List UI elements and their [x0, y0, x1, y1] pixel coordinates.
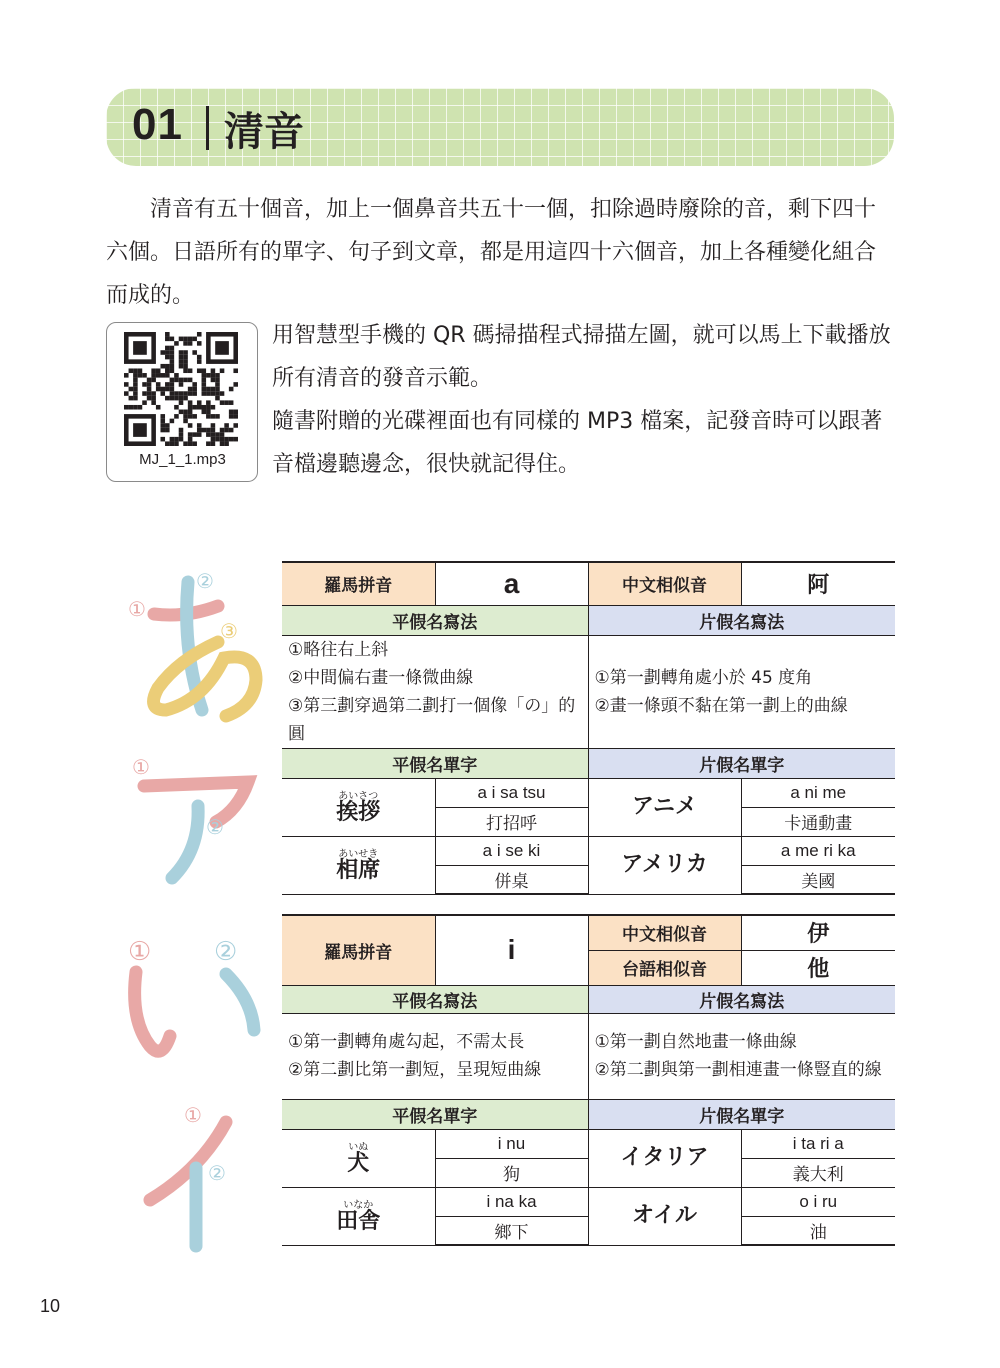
stroke-num-i-kata-1: ① — [184, 1103, 202, 1127]
chinese-sound-label: 中文相似音 — [588, 562, 741, 605]
kata-word-romaji: a me ri ka — [741, 836, 895, 865]
katakana-writing-header: 片假名寫法 — [588, 985, 895, 1013]
hira-word-romaji: i na ka — [435, 1187, 588, 1216]
hiragana-words-header: 平假名單字 — [282, 748, 588, 778]
kata-word-meaning: 美國 — [741, 865, 895, 894]
word-text: 田舎 — [336, 1209, 381, 1234]
hiragana-i-strokes — [135, 972, 254, 1051]
stroke-num-i-1: ① — [128, 937, 152, 967]
chinese-sound-label: 中文相似音 — [588, 915, 741, 950]
kata-word-meaning: 油 — [741, 1216, 895, 1245]
kata-word-meaning: 義大利 — [741, 1158, 895, 1187]
kata-word-romaji: o i ru — [741, 1187, 895, 1216]
hiragana-words-header: 平假名單字 — [282, 1099, 588, 1129]
stroke-num-a-1: ① — [128, 597, 146, 621]
section-title: 清音 — [224, 109, 304, 155]
katakana-writing-header: 片假名寫法 — [588, 605, 895, 635]
hiragana-writing-notes — [282, 635, 588, 748]
hira-word-romaji: i nu — [435, 1129, 588, 1158]
stroke-num-i-2: ② — [214, 937, 238, 967]
hira-note: ①第一劃轉角處勾起，不需太長 — [288, 1032, 525, 1052]
hira-word-romaji: a i sa tsu — [435, 778, 588, 807]
kata-note: ①第一劃轉角處小於 45 度角 — [594, 667, 813, 688]
section-number: 01 — [132, 100, 183, 149]
word-text: 犬 — [347, 1151, 370, 1176]
katakana-words-header: 片假名單字 — [588, 1099, 895, 1129]
hira-word — [282, 1129, 435, 1187]
hira-word — [282, 778, 435, 836]
banner-divider — [206, 106, 209, 150]
taiwanese-sound-value: 他 — [741, 950, 895, 985]
hira-note: ③第三劃穿過第二劃打一個像「の」的圓 — [288, 695, 576, 744]
kata-word-romaji: i ta ri a — [741, 1129, 895, 1158]
kata-word: オイル — [588, 1187, 741, 1245]
stroke-num-a-2: ② — [196, 569, 214, 593]
romaji-label: 羅馬拼音 — [282, 915, 435, 985]
furigana: いなか — [343, 1200, 374, 1211]
katakana-writing-notes — [588, 1013, 895, 1099]
hiragana-writing-notes — [282, 1013, 588, 1099]
qr-instruction-line-1: 用智慧型手機的 QR 碼掃描程式掃描左圖，就可以馬上下載播放所有清音的發音示範。 — [272, 323, 891, 391]
intro-paragraph: 清音有五十個音，加上一個鼻音共五十一個，扣除過時廢除的音，剩下四十六個。日語所有的單字、句子到文章，都是用這四十六個音，加上各種變化組合而成的。 — [106, 197, 877, 308]
hira-word — [282, 1187, 435, 1245]
kata-note: ①第一劃自然地畫一條曲線 — [594, 1032, 797, 1052]
i-stroke-1 — [135, 972, 170, 1051]
kata-note: ②第二劃與第一劃相連畫一條豎直的線 — [594, 1060, 882, 1080]
hiragana-writing-header: 平假名寫法 — [282, 605, 588, 635]
qr-code-image[interactable] — [124, 332, 238, 446]
word-text: 挨拶 — [336, 800, 381, 825]
katakana-words-header: 片假名單字 — [588, 748, 895, 778]
kata-word: アメリカ — [588, 836, 741, 894]
kata-word: アニメ — [588, 778, 741, 836]
katakana-a-strokes — [144, 782, 248, 878]
hira-note: ②中間偏右畫一條微曲線 — [288, 667, 474, 688]
qr-instructions — [272, 314, 896, 486]
romaji-value: i — [435, 915, 588, 985]
qr-audio-filename: MJ_1_1.mp3 — [139, 451, 226, 468]
furigana: あいせき — [338, 849, 379, 860]
kana-table-a — [282, 561, 895, 895]
hira-word — [282, 836, 435, 894]
chinese-sound-value: 阿 — [741, 562, 895, 605]
kata-note: ②畫一條頭不黏在第一劃上的曲線 — [594, 695, 848, 716]
hira-word-meaning: 併桌 — [435, 865, 588, 894]
stroke-num-a-kata-2: ② — [206, 815, 224, 839]
taiwanese-sound-label: 台語相似音 — [588, 950, 741, 985]
katakana-writing-notes — [588, 635, 895, 748]
furigana: いぬ — [348, 1142, 369, 1153]
hira-note: ①略往右上斜 — [288, 639, 389, 660]
page-number: 10 — [40, 1296, 61, 1316]
hiragana-a-strokes — [154, 582, 257, 716]
hiragana-writing-header: 平假名寫法 — [282, 985, 588, 1013]
stroke-num-i-kata-2: ② — [208, 1161, 226, 1185]
hira-word-meaning: 打招呼 — [435, 807, 588, 836]
stroke-num-a-3: ③ — [220, 619, 238, 643]
qr-instruction-line-2: 隨書附贈的光碟裡面也有同樣的 MP3 檔案，記發音時可以跟著音檔邊聽邊念，很快就記得住。 — [272, 409, 883, 477]
stroke-num-a-kata-1: ① — [132, 755, 150, 779]
hira-word-meaning: 鄉下 — [435, 1216, 588, 1245]
a-kata-stroke-2 — [172, 806, 198, 878]
i-stroke-2 — [226, 974, 254, 1030]
furigana: あいさつ — [338, 791, 379, 802]
romaji-value: a — [435, 562, 588, 605]
hira-note: ②第二劃比第一劃短，呈現短曲線 — [288, 1060, 542, 1080]
kana-stroke-illustrations — [106, 560, 276, 1260]
kata-word-meaning: 卡通動畫 — [741, 807, 895, 836]
chinese-sound-value: 伊 — [741, 915, 895, 950]
kana-table-i — [282, 914, 895, 1246]
romaji-label: 羅馬拼音 — [282, 562, 435, 605]
hira-word-romaji: a i se ki — [435, 836, 588, 865]
kata-word: イタリア — [588, 1129, 741, 1187]
word-text: 相席 — [336, 858, 381, 883]
kata-word-romaji: a ni me — [741, 778, 895, 807]
hira-word-meaning: 狗 — [435, 1158, 588, 1187]
